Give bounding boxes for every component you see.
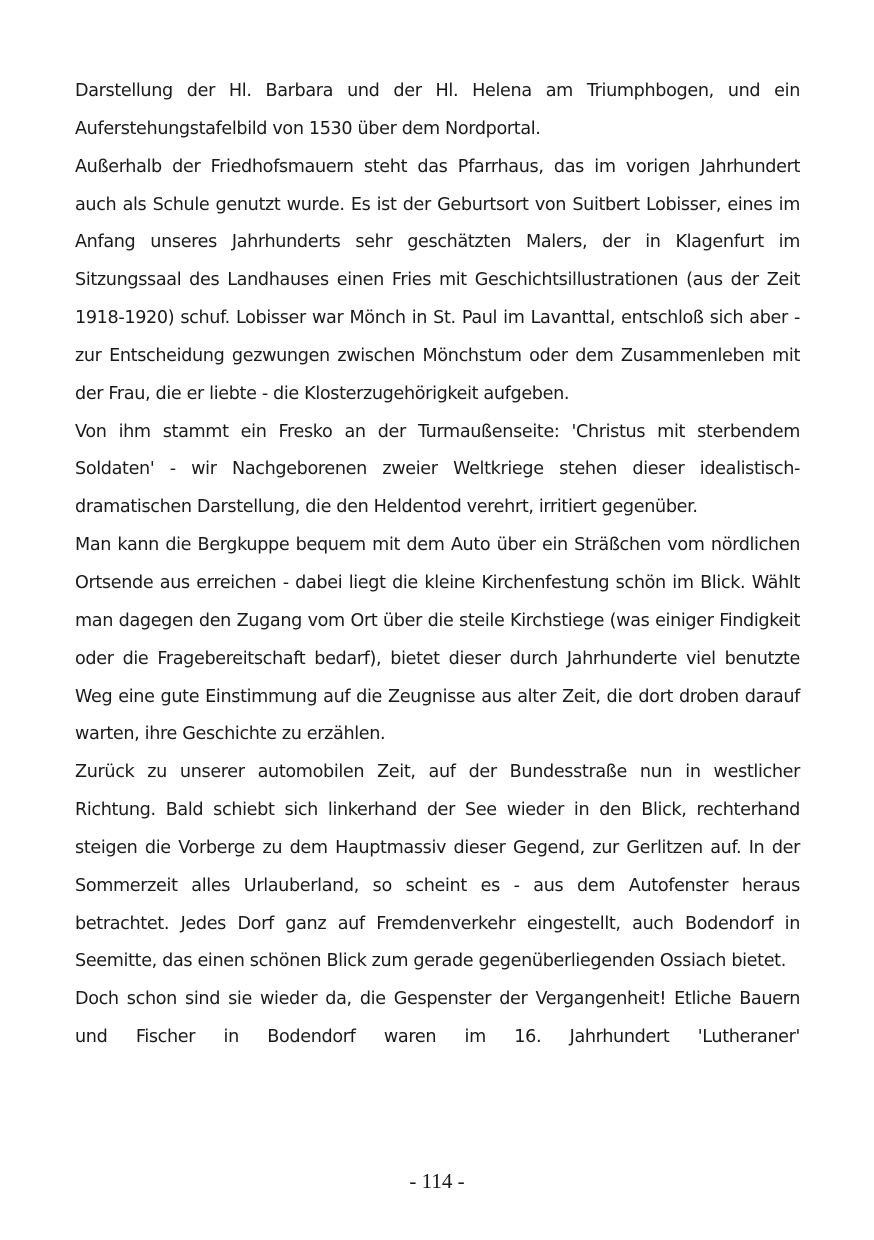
page-number: - 114 - [409,1169,465,1193]
body-text [75,73,800,1057]
paragraph-triumphbogen: Darstellung der Hl. Barbara und der Hl. Helena am Triumphbogen, und ein Auferstehungstafelbild von 1530 über dem Nordportal. [75,81,800,139]
paragraph-bergkuppe: Man kann die Bergkuppe bequem mit dem Auto über ein Sträßchen vom nördlichen Ortsende aus erreichen - dabei liegt die kleine Kirchenfestung schön im Blick. Wählt man dagegen den Zugang vom Ort über die steile Kirchstiege (was einiger Findigkeit oder die Fragebereitschaft bedarf), bietet dieser durch Jahrhunderte viel benutzte Weg eine gute Einstimmung auf die Zeugnisse aus alter Zeit, die dort droben darauf warten, ihre Geschichte zu erzählen. [75,535,800,745]
paragraph-bundesstrasse: Zurück zu unserer automobilen Zeit, auf der Bundesstraße nun in westlicher Richtung. Bald schiebt sich linkerhand der See wieder in den Blick, rechterhand steigen die Vorberge zu dem Hauptmassiv dieser Gegend, zur Gerlitzen auf. In der Sommerzeit alles Urlauberland, so scheint es - aus dem Autofenster heraus betrachtet. Jedes Dorf ganz auf Fremdenverkehr eingestellt, auch Bodendorf in Seemitte, das einen schönen Blick zum gerade gegenüberliegenden Ossiach bietet. [75,762,800,972]
paragraph-pfarrhaus-lobisser: Außerhalb der Friedhofsmauern steht das Pfarrhaus, das im vorigen Jahrhundert auch als Schule genutzt wurde. Es ist der Geburtsort von Suitbert Lobisser, eines im Anfang unseres Jahrhunderts sehr geschätzten Malers, der in Klagenfurt im Sitzungssaal des Landhauses einen Fries mit Geschichtsillustrationen (aus der Zeit 1918-1920) schuf. Lobisser war Mönch in St. Paul im Lavanttal, entschloß sich aber - zur Entscheidung gezwungen zwischen Mönchstum oder dem Zusammenleben mit der Frau, die er liebte - die Klosterzugehörigkeit aufgeben. [75,156,800,404]
paragraph-fresko: Von ihm stammt ein Fresko an der Turmaußenseite: 'Christus mit sterbendem Soldaten' - wir Nachgeborenen zweier Weltkriege stehen dieser idealistisch-dramatischen Darstellung, die den Heldentod verehrt, irritiert gegenüber. [75,421,800,518]
paragraph-gespenster: Doch schon sind sie wieder da, die Gespenster der Vergangenheit! Etliche Bauern und Fischer in Bodendorf waren im 16. Jahrhundert 'Lutheraner' [75,989,800,1048]
